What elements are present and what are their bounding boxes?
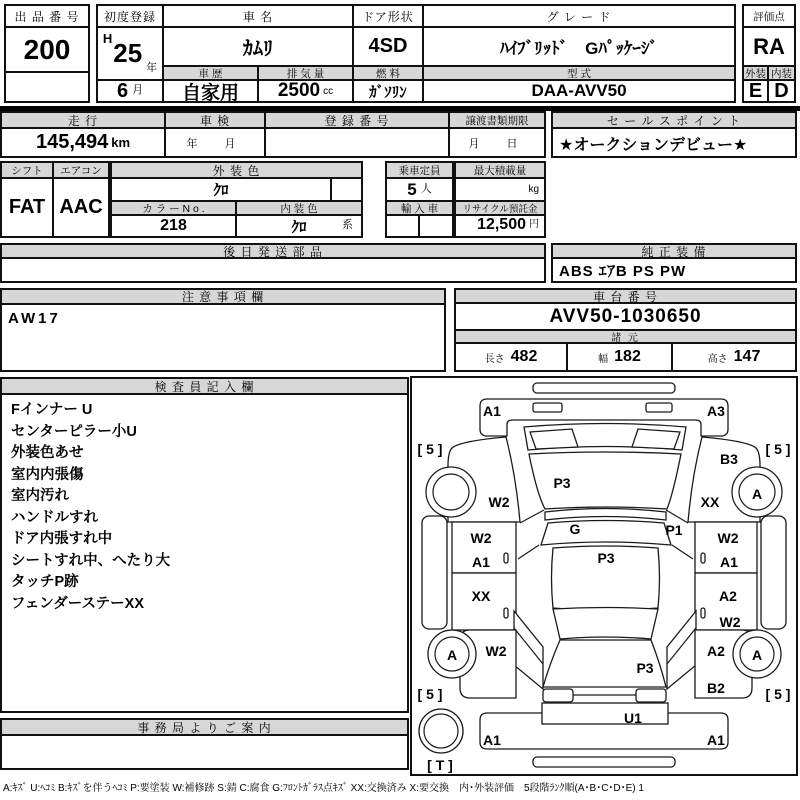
color-box — [110, 161, 363, 238]
shift-ac-box — [0, 161, 110, 238]
vehicle-header-box — [96, 4, 736, 103]
model-label: 型 式 — [424, 67, 734, 81]
mileage-unit: km — [111, 135, 131, 150]
later-parts-box — [0, 243, 546, 283]
exterior-score: E — [744, 81, 769, 101]
month-suffix: 月 — [132, 84, 144, 96]
history-value: 自家用 — [164, 81, 259, 101]
int-color-value: ｸﾛ — [291, 218, 307, 236]
inspection-label: 車 検 — [166, 113, 266, 129]
damage-code-A2: A2 — [707, 643, 725, 659]
recycle-value: 12,500 — [477, 216, 526, 233]
ext-color-value: ｸﾛ — [112, 179, 332, 202]
shift-label: シフト — [2, 163, 54, 179]
ac-value: AAC — [59, 196, 103, 218]
damage-code-5: [ 5 ] — [765, 686, 791, 702]
transfer-value: 月 日 — [468, 137, 526, 150]
score-value: RA — [744, 28, 794, 67]
car-name-label: 車 名 — [164, 6, 354, 28]
damage-diagram-box — [410, 376, 798, 776]
inspector-note: 室内内張傷 — [11, 466, 84, 483]
recycle-cell — [456, 216, 544, 234]
damage-code-B3: B3 — [720, 451, 738, 467]
interior-label: 内装 — [771, 67, 792, 80]
reg-no-label: 登 録 番 号 — [266, 113, 450, 129]
damage-code-W2: W2 — [470, 530, 492, 546]
year-suffix: 年 — [146, 62, 158, 74]
mileage-value: 145,494 — [35, 131, 109, 153]
inspector-note: センターピラー小U — [11, 423, 137, 440]
score-label: 評価点 — [744, 6, 794, 28]
first-reg-year-cell — [98, 28, 164, 81]
mileage-label: 走 行 — [2, 113, 166, 129]
equipment-box — [551, 243, 797, 283]
damage-code-5: [ 5 ] — [417, 441, 443, 457]
later-parts-label: 後 日 発 送 部 品 — [2, 245, 544, 259]
specs-label: 諸 元 — [456, 331, 795, 344]
displacement-unit: cc — [323, 86, 334, 97]
equipment-label: 純 正 装 備 — [553, 245, 795, 259]
damage-code-W2: W2 — [485, 643, 507, 659]
legend-text: A:ｷｽﾞ U:ﾍｺﾐ B:ｷｽﾞを伴うﾍｺﾐ P:要塗装 W:補修跡 S:錆 C:腐食 G:ﾌﾛﾝﾄｶﾞﾗｽ点ｷｽﾞ XX:交換済み X:要交換 内･外装評価 5段階ﾗﾝｸ順(A･B･C･D･E) 1 — [3, 783, 644, 794]
capacity-value: 5 — [407, 179, 417, 199]
lot-number-empty — [6, 73, 88, 99]
width-label: 幅 — [598, 353, 609, 365]
damage-code-A: A — [751, 647, 763, 663]
caution-value: AW17 — [8, 310, 61, 327]
damage-code-W2: W2 — [717, 530, 739, 546]
inspector-note: Fインナー U — [11, 402, 93, 418]
damage-code-XX: XX — [700, 494, 720, 510]
ext-color-label: 外 装 色 — [112, 163, 361, 179]
recycle-label: リサイクル預託金 — [456, 202, 544, 216]
model-value: DAA-AVV50 — [531, 81, 627, 100]
exterior-label: 外装 — [744, 67, 769, 81]
fuel-value: ｶﾞｿﾘﾝ — [354, 81, 424, 101]
inspector-note: 外装色あせ — [11, 445, 84, 461]
ac-label: エアコン — [54, 163, 108, 179]
capacity-unit: 人 — [420, 183, 432, 195]
import-label: 輸 入 車 — [387, 202, 452, 216]
damage-code-P1: P1 — [665, 522, 683, 538]
damage-code-T: [ T ] — [427, 757, 453, 773]
inspector-note: ドア内張すれ中 — [11, 531, 113, 547]
damage-code-W2: W2 — [488, 494, 510, 510]
height-label: 高さ — [707, 353, 728, 365]
damage-code-5: [ 5 ] — [417, 686, 443, 702]
int-color-suffix: 系 — [342, 219, 353, 231]
int-color-cell — [237, 216, 361, 236]
spare-tire — [419, 709, 463, 753]
capacity-label: 乗車定員 — [387, 163, 452, 179]
chassis-box — [454, 288, 797, 372]
damage-code-A: A — [751, 486, 763, 502]
caution-label: 注 意 事 項 欄 — [2, 290, 444, 305]
spec-length — [456, 344, 568, 370]
inspector-note: タッチP跡 — [11, 574, 79, 590]
length-label: 長さ — [484, 353, 505, 365]
grade-label: グ レ ー ド — [424, 6, 734, 28]
inspector-note: 室内汚れ — [11, 488, 69, 504]
lot-number-box — [4, 4, 90, 103]
damage-code-A3: A3 — [707, 403, 725, 419]
payload-recycle-box — [454, 161, 546, 238]
car-diagram-svg — [412, 378, 796, 774]
ext-color-sub-empty — [332, 179, 361, 202]
mileage-cell — [2, 129, 166, 156]
inspection-value: 年 月 — [166, 129, 266, 156]
payload-label: 最大積載量 — [456, 163, 544, 179]
mileage-row-box — [0, 111, 546, 158]
inspector-label: 検 査 員 記 入 欄 — [2, 379, 407, 395]
fuel-label: 燃 料 — [354, 67, 424, 81]
office-box — [0, 718, 409, 770]
displacement-cell — [259, 81, 354, 101]
office-label: 事 務 局 よ り ご 案 内 — [2, 720, 407, 736]
sales-point-box — [551, 111, 797, 158]
capacity-cell — [387, 179, 452, 202]
damage-code-A1: A1 — [483, 732, 501, 748]
length-value: 482 — [510, 348, 538, 365]
damage-code-XX: XX — [471, 588, 491, 604]
score-box — [742, 4, 796, 103]
damage-code-5: [ 5 ] — [765, 441, 791, 457]
damage-code-A2: A2 — [719, 588, 737, 604]
damage-code-U1: U1 — [624, 710, 642, 726]
grade-value: ﾊｲﾌﾞﾘｯﾄﾞ Gﾊﾟｯｹｰｼﾞ — [424, 28, 734, 67]
capacity-box — [385, 161, 454, 238]
transfer-label: 譲渡書類期限 — [450, 113, 544, 129]
later-parts-value — [2, 259, 544, 281]
damage-code-G: G — [569, 521, 581, 537]
chassis-label: 車 台 番 号 — [456, 290, 795, 304]
damage-code-A1: A1 — [483, 403, 501, 419]
caution-box — [0, 288, 446, 372]
lot-number-label: 出 品 番 号 — [6, 6, 88, 28]
import-cell-left — [387, 216, 420, 236]
damage-code-W2: W2 — [719, 614, 741, 630]
width-value: 182 — [614, 348, 641, 365]
office-content — [2, 736, 407, 768]
inspector-note: ハンドルすれ — [11, 509, 98, 526]
damage-code-A1: A1 — [720, 554, 738, 570]
displacement-label: 排 気 量 — [259, 67, 354, 81]
lot-number-value: 200 — [6, 28, 88, 73]
sales-point-value: ★オークションデビュー★ — [559, 137, 748, 154]
damage-code-P3: P3 — [553, 475, 571, 491]
history-label: 車 歴 — [164, 67, 259, 81]
color-no-value: 218 — [112, 216, 237, 236]
damage-code-A1: A1 — [472, 554, 490, 570]
first-reg-month-cell — [98, 81, 164, 101]
first-reg-month: 6 — [116, 81, 129, 101]
interior-score: D — [774, 81, 789, 101]
inspector-note: シートすれ中、へたり大 — [11, 552, 171, 569]
sales-point-label: セ ー ル ス ポ イ ン ト — [553, 113, 795, 129]
damage-code-P3: P3 — [597, 550, 615, 566]
inspector-notes-list — [2, 395, 407, 620]
inspector-box — [0, 377, 409, 713]
int-color-label: 内 装 色 — [237, 202, 361, 216]
color-no-label: カ ラ ー N o . — [112, 202, 237, 216]
era-letter: H — [102, 31, 113, 46]
car-body-outline — [480, 383, 728, 767]
reg-no-value — [266, 129, 450, 156]
recycle-unit: 円 — [529, 219, 539, 230]
door-shape-label: ドア形状 — [354, 6, 424, 28]
car-name-value: ｶﾑﾘ — [164, 28, 354, 67]
damage-code-P3: P3 — [636, 660, 654, 676]
shift-value: FAT — [2, 179, 54, 236]
displacement-value: 2500 — [277, 81, 321, 101]
chassis-value: AVV50-1030650 — [456, 304, 795, 331]
first-reg-label: 初度登録 — [98, 6, 164, 28]
inspector-note: フェンダーステーXX — [11, 595, 145, 612]
height-value: 147 — [733, 348, 761, 365]
first-reg-year: 25 — [113, 38, 143, 68]
equipment-value: ABS ｴｱB PS PW — [559, 262, 687, 280]
damage-code-A1: A1 — [707, 732, 725, 748]
payload-unit: kg — [528, 184, 539, 195]
spec-width — [568, 344, 673, 370]
import-cell-right — [420, 216, 453, 236]
payload-cell — [456, 179, 544, 202]
damage-code-A: A — [446, 647, 458, 663]
spec-height — [673, 344, 795, 370]
damage-code-B2: B2 — [707, 680, 725, 696]
door-shape-value: 4SD — [354, 28, 424, 67]
